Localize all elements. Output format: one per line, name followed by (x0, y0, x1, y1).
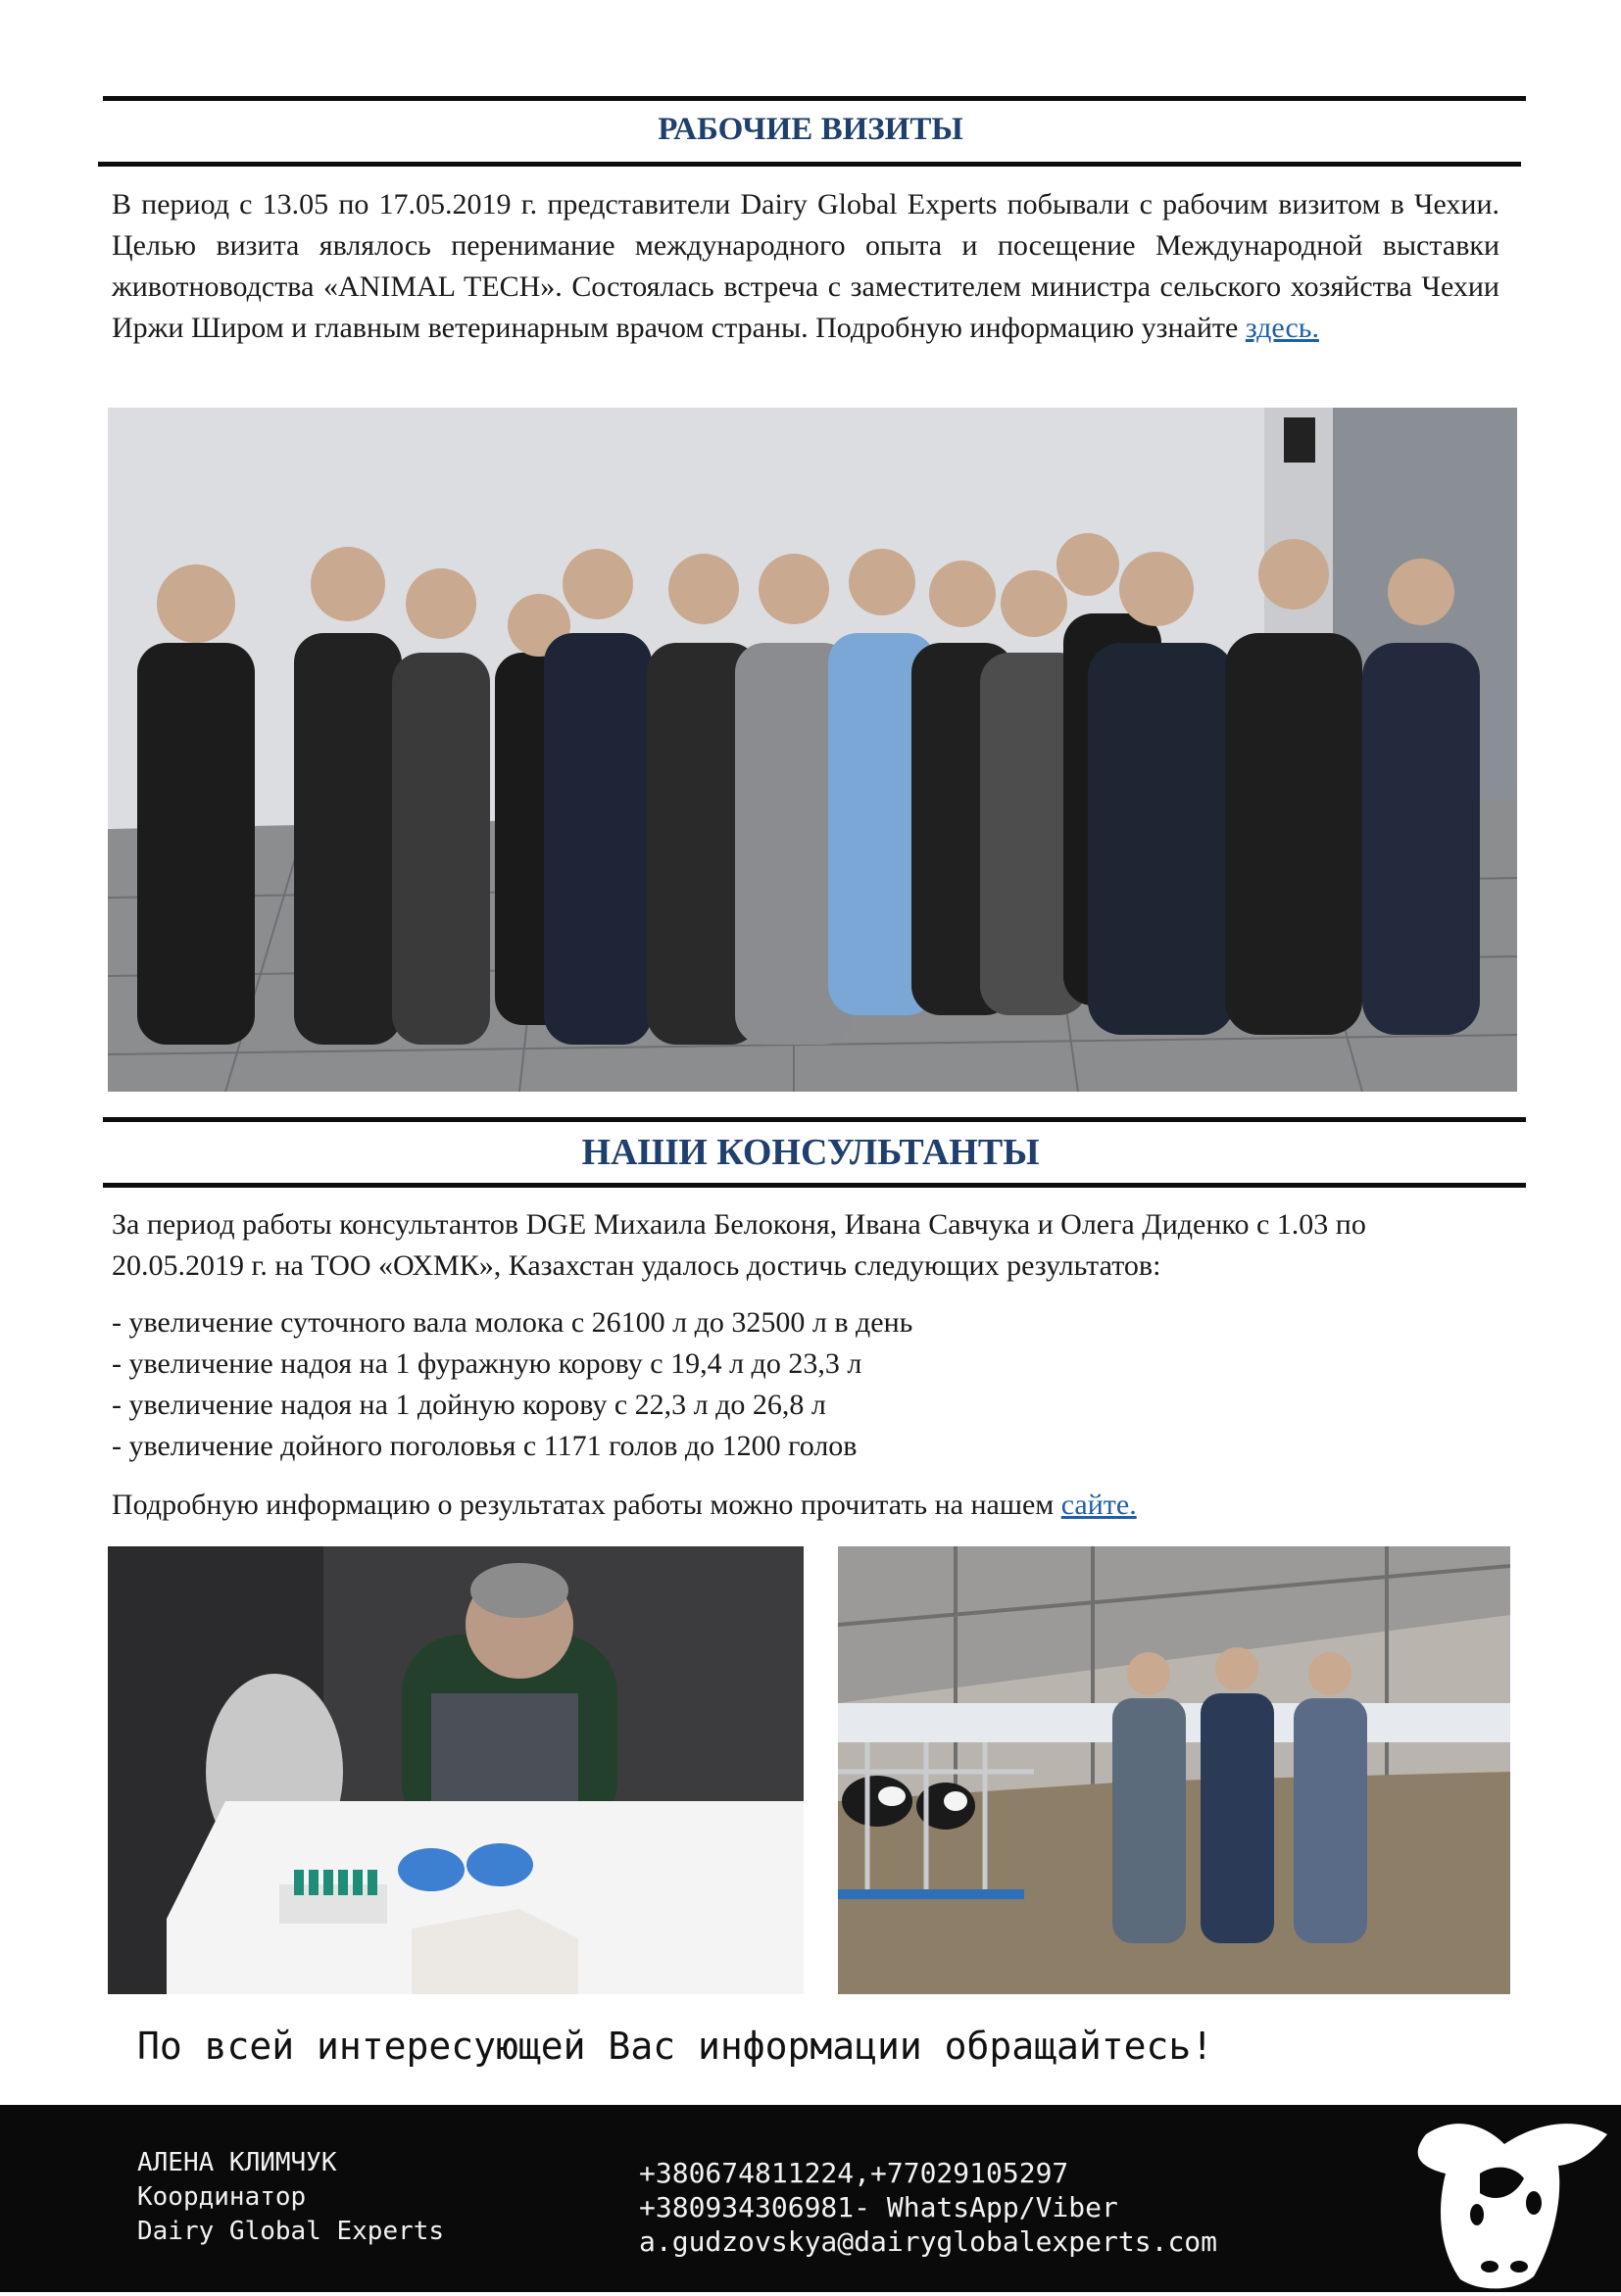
consultants-intro: За период работы консультантов DGE Михаила Белоконя, Ивана Савчука и Олега Диденко с 1.03 по 20.05.2019 г. на ТОО «ОХМК», Казахстан удалось достичь следующих результатов: (112, 1208, 1366, 1282)
results-more-text: Подробную информацию о результатах работы можно прочитать на нашем (112, 1489, 1055, 1521)
footer-contact-details (639, 2156, 1217, 2259)
site-link[interactable]: сайте. (1060, 1489, 1137, 1521)
consultants-heading: НАШИ КОНСУЛЬТАНТЫ (581, 1132, 1040, 1173)
results-list (112, 1302, 1499, 1467)
visits-more-link[interactable]: здесь. (1245, 312, 1319, 344)
contact-name: АЛЕНА КЛИМЧУК (137, 2148, 337, 2177)
contact-role: Координатор (137, 2182, 307, 2212)
visits-heading-rule (98, 162, 1521, 167)
consultants-barn-photo (838, 1546, 1510, 1994)
visits-heading: РАБОЧИЕ ВИЗИТЫ (658, 112, 963, 147)
consultants-top-rule (103, 1117, 1526, 1122)
contact-email[interactable]: a.gudzovskya@dairyglobalexperts.com (639, 2225, 1218, 2258)
consultant-lab-photo (108, 1546, 804, 1994)
result-item: - увеличение дойного поголовья с 1171 голов до 1200 голов (112, 1430, 858, 1462)
result-item: - увеличение надоя на 1 фуражную корову с 19,4 л до 23,3 л (112, 1347, 862, 1380)
result-item: - увеличение суточного вала молока с 26100 л до 32500 л в день (112, 1306, 913, 1339)
top-rule (103, 96, 1526, 101)
contact-callout: По всей интересующей Вас информации обращайтесь! (137, 2025, 1214, 2068)
results-more-paragraph (112, 1485, 1499, 1526)
footer-contact-person (137, 2146, 444, 2249)
contact-whatsapp[interactable]: +380934306981- WhatsApp/Viber (639, 2191, 1118, 2223)
visits-text: В период с 13.05 по 17.05.2019 г. представители Dairy Global Experts побывали с рабочим визитом в Чехии. Целью визита являлось перенимание международного опыта и посещение Международной выставки животноводства «ANIMAL TECH». Состоялась встреча с заместителем министра сельского хозяйства Чехии Иржи Широм и главным ветеринарным врачом страны. Подробную информацию узнайте (112, 188, 1499, 344)
result-item: - увеличение надоя на 1 дойную корову с 22,3 л до 26,8 л (112, 1389, 826, 1421)
footer (0, 2105, 1621, 2292)
contact-phones[interactable]: +380674811224,+77029105297 (639, 2157, 1069, 2189)
visits-paragraph (112, 184, 1499, 349)
consultants-heading-rule (103, 1183, 1526, 1188)
contact-company: Dairy Global Experts (137, 2217, 445, 2246)
group-photo-czech-visit (108, 408, 1517, 1092)
cow-logo-icon (1387, 2105, 1621, 2292)
